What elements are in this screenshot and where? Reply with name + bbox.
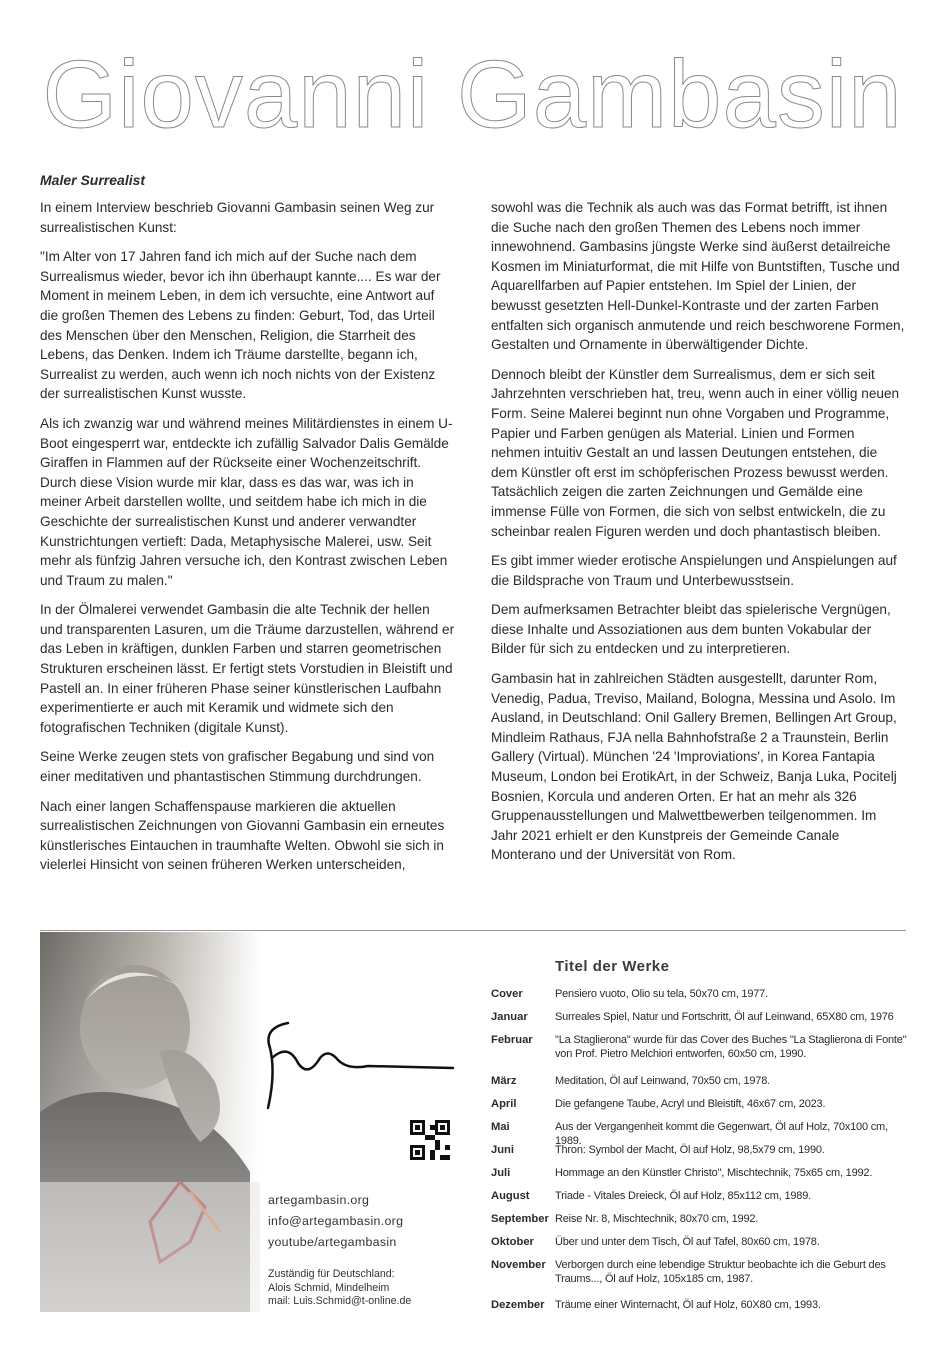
responsible-mail[interactable]: mail: Luis.Schmid@t-online.de xyxy=(268,1295,412,1307)
work-description: Aus der Vergangenheit kommt die Gegenwart, Öl auf Holz, 70x100 cm, 1989. xyxy=(555,1121,888,1147)
subtitle: Maler Surrealist xyxy=(40,172,146,188)
artist-photo xyxy=(40,932,260,1312)
work-description: "La Staglierona" wurde für das Cover des Buches "La Staglierona di Fonte" von Prof. Pietro Melchiori entworfen, 60x50 cm, 1990. xyxy=(555,1034,907,1060)
responsible-name: Alois Schmid, Mindelheim xyxy=(268,1281,390,1294)
paragraph: Als ich zwanzig war und während meines Militärdienstes in einem U-Boot eingesperrt war, entdeckte ich zufällig Salvador Dalis Gemälde Giraffen in Flammen auf der Rückseite einer Wochenzeitschrift. Durch diese Vision wurde mir klar, dass es das war, was ich in meiner Arbeit darstellen wollte, und seitdem habe ich mich in die Geschichte der surrealistischen Kunst und anderer verwandter Kunstrichtungen vertieft: Dada, Metaphysische Malerei, usw. Seit mehr als fünfzig Jahren versuche ich, den Kontrast zwischen Leben und Traum zu malen." xyxy=(40,415,453,588)
section-divider xyxy=(40,930,906,931)
list-item xyxy=(491,1144,911,1167)
list-item xyxy=(491,988,911,1011)
responsible-label: Zuständig für Deutschland: xyxy=(268,1268,395,1280)
paragraph: Gambasin hat in zahlreichen Städten ausgestellt, darunter Rom, Venedig, Padua, Treviso, Mailand, Bologna, Messina und Asolo. Im Ausland, in Deutschland: Onil Gallery Bremen, Bellingen Art Group, Mindleim Rathaus, FJA nella Bahnhofstraße 2 a Traunstein, Berlin Gallery (Virtual). München '24 'Improviations', in Korea Fantapia Museum, London bei ErotikArt, in der Schweiz, Banja Luka, Pocitelj Bosnien, Korcula und anderen Orten. Er hat an mehr als 326 Gruppenausstellungen und Malwettbewerben teilgenommen. Im Jahr 2021 erhielt er den Kunstpreis der Gemeinde Canale Monterano und der Universität von Rom. xyxy=(491,671,897,863)
paragraph: Seine Werke zeugen stets von grafischer Begabung und sind von einer meditativen und phantastischen Stimmung durchdrungen. xyxy=(40,749,435,785)
work-month: Februar xyxy=(491,1034,533,1046)
list-item xyxy=(491,1034,911,1075)
work-description: Reise Nr. 8, Mischtechnik, 80x70 cm, 1992. xyxy=(555,1213,759,1225)
left-column xyxy=(40,198,455,885)
youtube-link[interactable]: youtube/artegambasin xyxy=(268,1235,397,1249)
qr-code[interactable] xyxy=(410,1120,450,1160)
list-item xyxy=(491,1259,911,1299)
works-list xyxy=(491,988,911,1319)
work-month: August xyxy=(491,1190,530,1202)
paragraph: Dennoch bleibt der Künstler dem Surrealismus, dem er sich seit Jahrzehnten verschrieben hat, treu, wenn auch in einer völlig neuen Form. Seine Malerei beginnt nun ohne Vorgaben und Programme, Papier und Farben genügen als Material. Linien und Formen nehmen intuitiv Gestalt an und lassen Deutungen entstehen, die dem Künstler oft erst im schöpferischen Prozess bewusst werden. Tatsächlich zeigen die zarten Zeichnungen und Gemälde eine immense Fülle von Formen, die sich von selbst entwickeln, die zu scheinbar realen Figuren werden und doch phantastisch bleiben. xyxy=(491,366,900,539)
paragraph: In einem Interview beschrieb Giovanni Gambasin seinen Weg zur surrealistischen Kunst: xyxy=(40,200,435,235)
paragraph: Nach einer langen Schaffenspause markieren die aktuellen surrealistischen Zeichnungen von Giovanni Gambasin ein erneutes künstlerisches Eintauchen in traumhafte Welten. Obwohl sie sich in vielerlei Hinsicht von seinen früheren Werken unterscheiden, xyxy=(40,798,445,873)
work-description: Träume einer Winternacht, Öl auf Holz, 60X80 cm, 1993. xyxy=(555,1299,821,1311)
work-month: März xyxy=(491,1075,517,1087)
work-description: Triade - Vitales Dreieck, Öl auf Holz, 85x112 cm, 1989. xyxy=(555,1190,811,1202)
work-month: September xyxy=(491,1213,549,1225)
work-month: Juli xyxy=(491,1167,511,1179)
list-item xyxy=(491,1213,911,1236)
work-month: Cover xyxy=(491,988,523,1000)
work-description: Hommage an den Künstler Christo", Mischtechnik, 75x65 cm, 1992. xyxy=(555,1167,873,1179)
work-description: Die gefangene Taube, Acryl und Bleistift, 46x67 cm, 2023. xyxy=(555,1098,826,1110)
work-month: Dezember xyxy=(491,1299,545,1311)
email-link[interactable]: info@artegambasin.org xyxy=(268,1214,404,1228)
paragraph: "Im Alter von 17 Jahren fand ich mich auf der Suche nach dem Surrealismus wieder, bevor ich ihn überhaupt kannte.... Es war der Moment in meinem Leben, in dem ich versuchte, eine Antwort auf die großen Themen des Lebens zu finden: Geburt, Tod, das Urteil des Menschen über den Menschen, Religion, die Starrheit des Lebens, das Denken. Indem ich Träume darstellte, begann ich, Surrealist zu werden, auch wenn ich noch nichts von der Existenz der surrealistischen Kunst wusste. xyxy=(40,249,441,402)
work-description: Thron: Symbol der Macht, Öl auf Holz, 98,5x79 cm, 1990. xyxy=(555,1144,825,1156)
work-month: April xyxy=(491,1098,517,1110)
list-item xyxy=(491,1121,911,1147)
paragraph: In der Ölmalerei verwendet Gambasin die alte Technik der hellen und transparenten Lasuren, um die Träume darzustellen, während er das Leben in kräftigen, dunklen Farben und starren geometrischen Strukturen erscheinen lässt. Er fertigt stets Vorstudien in Bleistift und Pastell an. In einer früheren Phase seiner künstlerischen Laufbahn experimentierte er auch mit Keramik und widmete sich den fotografischen Techniken (digitale Kunst). xyxy=(40,602,455,735)
work-month: November xyxy=(491,1259,546,1271)
contact-block xyxy=(268,1190,403,1253)
work-description: Pensiero vuoto, Olio su tela, 50x70 cm, 1977. xyxy=(555,988,768,1000)
page-title: Giovanni Gambasin xyxy=(42,41,903,148)
responsible-contact xyxy=(268,1268,411,1309)
work-month: Juni xyxy=(491,1144,514,1156)
paragraph: Es gibt immer wieder erotische Anspielungen und Anspielungen auf die Bildsprache von Traum und Unterbewusstsein. xyxy=(491,553,897,588)
list-item xyxy=(491,1011,911,1034)
right-column xyxy=(491,198,906,875)
work-description: Über und unter dem Tisch, Öl auf Tafel, 80x60 cm, 1978. xyxy=(555,1236,820,1248)
list-item xyxy=(491,1075,911,1098)
works-heading: Titel der Werke xyxy=(555,958,670,975)
paragraph: sowohl was die Technik als auch was das Format betrifft, ist ihnen die Suche nach den großen Themen des Lebens noch immer innewohnend. Gambasins jüngste Werke sind äußerst detailreiche Kosmen im Miniaturformat, die mit Hilfe von Buntstiften, Tusche und Aquarellfarben auf Papier entstehen. Im Spiel der Linien, der bewusst gesetzten Hell-Dunkel-Kontraste und der zarten Farben entfalten sich organisch anmutende und reich beschworene Formen, Gestalten und Ornamente in überwältigender Dichte. xyxy=(491,200,905,353)
work-month: Oktober xyxy=(491,1236,534,1248)
work-description: Surreales Spiel, Natur und Fortschritt, Öl auf Leinwand, 65X80 cm, 1976 xyxy=(555,1011,894,1023)
list-item xyxy=(491,1236,911,1259)
work-month: Mai xyxy=(491,1121,510,1133)
list-item xyxy=(491,1098,911,1121)
work-description: Verborgen durch eine lebendige Struktur beobachte ich die Geburt des Traums..., Öl auf Holz, 105x185 cm, 1987. xyxy=(555,1259,886,1285)
signature-image xyxy=(258,1018,458,1118)
work-description: Meditation, Öl auf Leinwand, 70x50 cm, 1978. xyxy=(555,1075,771,1087)
list-item xyxy=(491,1299,911,1319)
list-item xyxy=(491,1167,911,1190)
paragraph: Dem aufmerksamen Betrachter bleibt das spielerische Vergnügen, diese Inhalte und Assoziationen aus dem bunten Vokabular der Bilder für sich zu entdecken und zu interpretieren. xyxy=(491,602,891,657)
work-month: Januar xyxy=(491,1011,528,1023)
list-item xyxy=(491,1190,911,1213)
website-link[interactable]: artegambasin.org xyxy=(268,1193,370,1207)
